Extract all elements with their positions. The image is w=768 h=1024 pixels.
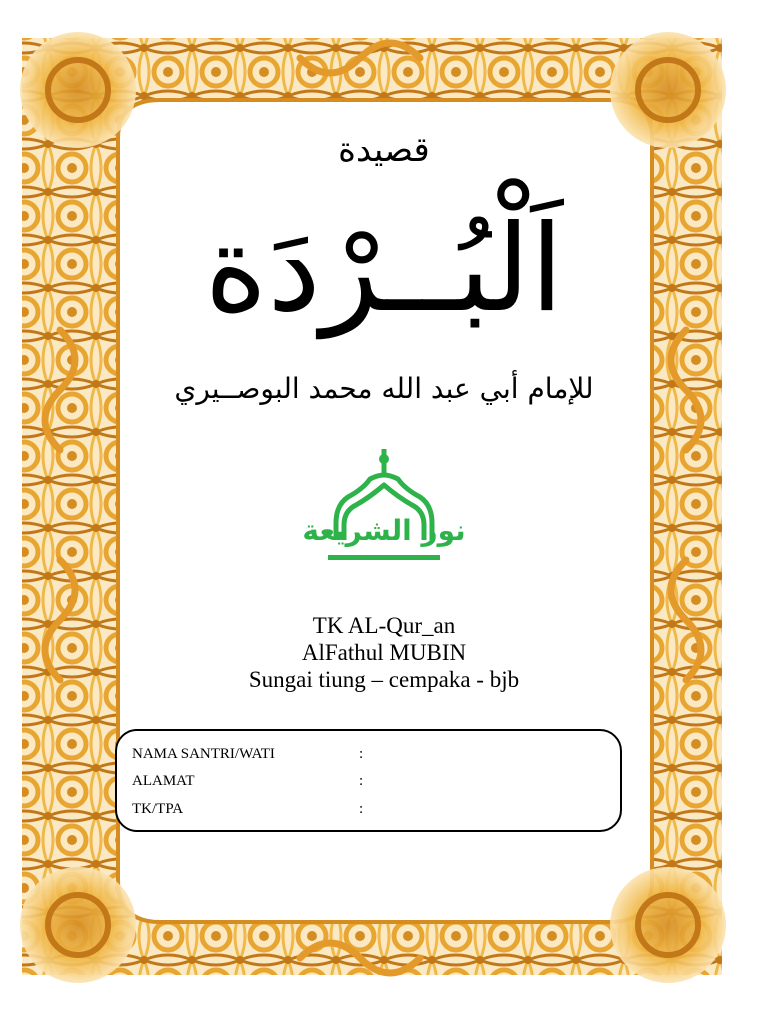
field-separator: : <box>359 773 364 789</box>
logo-text: نور الشريعة <box>302 514 466 547</box>
institution-line-3: Sungai tiung – cempaka - bjb <box>248 667 520 692</box>
poem-author: للإمام أبي عبد الله محمد البوصــيري <box>174 372 594 405</box>
identity-box <box>115 729 622 832</box>
mosque-dome-logo-icon <box>302 445 466 575</box>
field-separator: : <box>359 746 364 762</box>
poem-title: اَلْبُــرْدَة <box>204 200 564 339</box>
poem-subtitle: قصيدة <box>338 130 430 170</box>
field-separator: : <box>359 801 364 817</box>
field-label: TK/TPA <box>132 801 184 817</box>
institution-line-2: AlFathul MUBIN <box>301 640 467 665</box>
institution-line-1: TK AL-Qur_an <box>312 613 456 638</box>
institution-block <box>0 612 768 693</box>
field-label: ALAMAT <box>132 773 195 789</box>
field-label: NAMA SANTRI/WATI <box>132 746 275 762</box>
